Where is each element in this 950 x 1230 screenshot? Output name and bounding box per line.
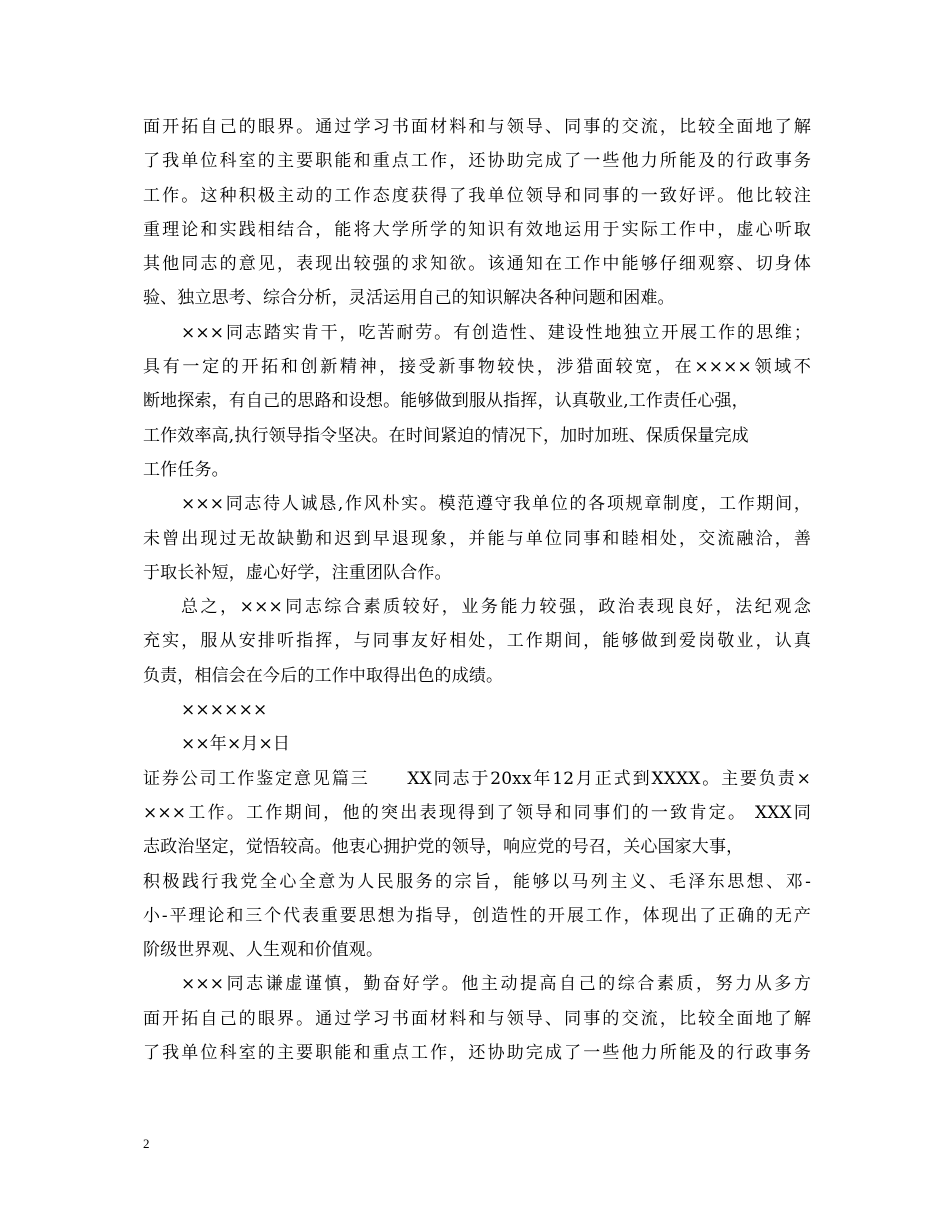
text-line: 面开拓自己的眼界。通过学习书面材料和与领导、同事的交流，比较全面地了解 <box>143 1008 811 1029</box>
text-line: 充实，服从安排听指挥，与同事友好相处，工作期间，能够做到爱岗敬业，认真 <box>143 631 811 652</box>
text-line: 了我单位科室的主要职能和重点工作，还协助完成了一些他力所能及的行政事务 <box>143 1043 811 1064</box>
text-line: 验、独立思考、综合分析，灵活运用自己的知识解决各种问题和困难。 <box>143 288 675 309</box>
text-line: 总之，×××同志综合素质较好，业务能力较强，政治表现良好，法纪观念 <box>181 597 811 618</box>
text-line: 工作任务。 <box>143 459 229 480</box>
page-number: 2 <box>143 1136 150 1151</box>
text-line: ×××工作。工作期间，他的突出表现得到了领导和同事们的一致肯定。 XXX同 <box>143 802 811 823</box>
text-line: 工作。这种积极主动的工作态度获得了我单位领导和同事的一致好评。他比较注 <box>143 185 811 206</box>
text-line: 阶级世界观、人生观和价值观。 <box>143 940 384 961</box>
text-line: 于取长补短，虚心好学，注重团队合作。 <box>143 562 452 583</box>
text-line: 断地探索，有自己的思路和设想。能够做到服从指挥，认真敬业,工作责任心强， <box>143 391 749 412</box>
text-line: 未曾出现过无故缺勤和迟到早退现象，并能与单位同事和睦相处，交流融洽，善 <box>143 528 811 549</box>
text-line: 证券公司工作鉴定意见篇三 XX同志于20xx年12月正式到XXXX。主要负责× <box>143 768 811 789</box>
text-line: ×××同志踏实肯干，吃苦耐劳。有创造性、建设性地独立开展工作的思维； <box>181 322 811 343</box>
text-line: 面开拓自己的眼界。通过学习书面材料和与领导、同事的交流，比较全面地了解 <box>143 117 811 137</box>
document-body <box>143 110 811 1070</box>
text-line: 其他同志的意见，表现出较强的求知欲。该通知在工作中能够仔细观察、切身体 <box>143 254 811 275</box>
text-line: 负责，相信会在今后的工作中取得出色的成绩。 <box>143 665 504 686</box>
text-line: 小-平理论和三个代表重要思想为指导，创造性的开展工作，体现出了正确的无产 <box>143 905 811 926</box>
text-line: ×××××× <box>181 700 268 721</box>
text-line: ×××同志谦虚谨慎，勤奋好学。他主动提高自己的综合素质，努力从多方 <box>181 974 811 995</box>
text-line: 了我单位科室的主要职能和重点工作，还协助完成了一些他力所能及的行政事务 <box>143 151 811 172</box>
text-line: ××年×月×日 <box>181 734 291 755</box>
text-line: 重理论和实践相结合，能将大学所学的知识有效地运用于实际工作中，虚心听取 <box>143 219 811 240</box>
text-line: 具有一定的开拓和创新精神，接受新事物较快，涉猎面较宽，在××××领域不 <box>143 357 811 378</box>
text-line: 志政治坚定，觉悟较高。他衷心拥护党的领导，响应党的号召，关心国家大事， <box>143 837 744 858</box>
text-line: ×××同志待人诚恳,作风朴实。模范遵守我单位的各项规章制度，工作期间， <box>181 494 811 515</box>
text-line: 工作效率高,执行领导指令坚决。在时间紧迫的情况下，加时加班、保质保量完成 <box>143 425 749 446</box>
text-line: 积极践行我党全心全意为人民服务的宗旨，能够以马列主义、毛泽东思想、邓- <box>143 871 811 892</box>
